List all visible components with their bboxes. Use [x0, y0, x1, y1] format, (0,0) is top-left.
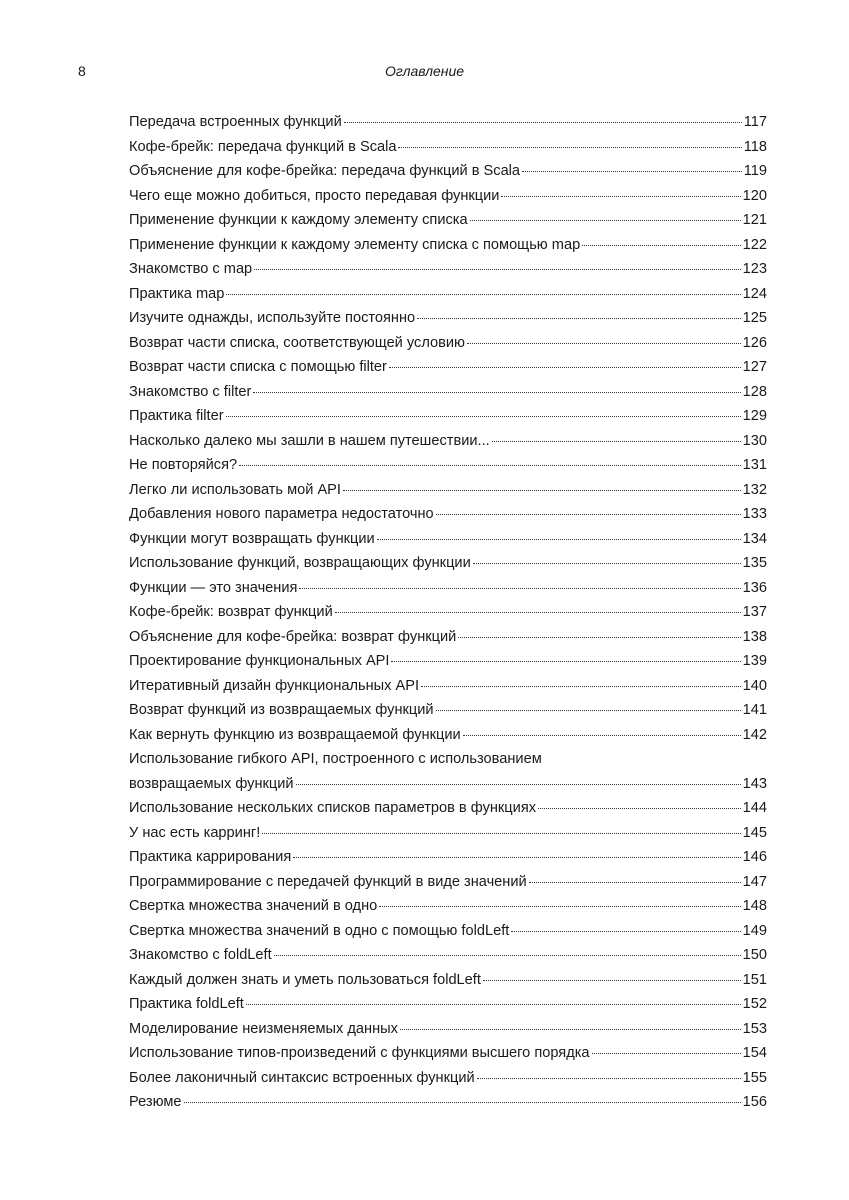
toc-entry-page: 148 — [742, 898, 767, 914]
toc-entry[interactable] — [129, 429, 767, 454]
toc-entry-page: 147 — [742, 873, 767, 890]
toc-entry-page: 152 — [742, 996, 767, 1012]
toc-entry-page: 155 — [742, 1069, 767, 1086]
toc-entry-title: Возврат части списка с помощью filter — [129, 359, 387, 375]
toc-entry[interactable] — [129, 233, 767, 258]
toc-entry[interactable] — [129, 698, 767, 723]
toc-entry[interactable] — [129, 870, 767, 895]
toc-entry-page: 138 — [742, 628, 767, 645]
toc-entry-page: 149 — [742, 922, 767, 939]
toc-entry-title: Итеративный дизайн функциональных API — [129, 677, 420, 694]
dot-leader — [511, 931, 740, 932]
toc-entry[interactable] — [129, 159, 767, 184]
toc-entry[interactable] — [129, 796, 767, 821]
toc-entry[interactable] — [129, 282, 767, 307]
toc-entry-page: 139 — [742, 653, 767, 669]
dot-leader — [389, 367, 741, 368]
toc-entry-title: Функции могут возвращать функции — [129, 530, 375, 547]
toc-entry-page: 126 — [742, 334, 767, 351]
toc-entry[interactable] — [129, 331, 767, 356]
toc-entry-page: 132 — [742, 481, 767, 498]
toc-entry-page: 117 — [743, 114, 767, 130]
toc-entry-title: Кофе-брейк: передача функций в Scala — [129, 138, 397, 155]
toc-entry-page: 125 — [742, 310, 767, 326]
toc-entry[interactable] — [129, 649, 767, 674]
toc-entry[interactable] — [129, 968, 767, 993]
toc-entry-page: 135 — [742, 555, 767, 571]
dot-leader — [483, 980, 741, 981]
toc-entry-title: Практика map — [129, 285, 225, 302]
toc-entry-page: 153 — [742, 1020, 767, 1037]
dot-leader — [522, 171, 742, 172]
toc-entry[interactable] — [129, 943, 767, 968]
dot-leader — [529, 882, 741, 883]
toc-entry[interactable] — [129, 478, 767, 503]
toc-entry[interactable] — [129, 257, 767, 282]
dot-leader — [463, 735, 741, 736]
page-number: 8 — [78, 63, 86, 79]
toc-entry-page: 119 — [743, 163, 767, 179]
toc-entry[interactable] — [129, 992, 767, 1017]
toc-entry-title: Практика foldLeft — [129, 996, 244, 1012]
toc-entry-page: 134 — [742, 530, 767, 547]
dot-leader — [254, 269, 740, 270]
toc-entry-title: Возврат функций из возвращаемых функций — [129, 702, 434, 718]
toc-entry-title: Использование функций, возвращающих функции — [129, 555, 471, 571]
toc-entry[interactable] — [129, 723, 767, 748]
toc-entry[interactable] — [129, 1066, 767, 1091]
toc-entry-title: Знакомство с foldLeft — [129, 947, 272, 963]
dot-leader — [492, 441, 741, 442]
toc-entry-title: Знакомство с map — [129, 261, 253, 277]
toc-entry-title: Легко ли использовать мой API — [129, 481, 341, 498]
dot-leader — [226, 416, 741, 417]
toc-entry-page: 121 — [742, 212, 767, 228]
dot-leader — [473, 563, 741, 564]
dot-leader — [467, 343, 741, 344]
toc-entry-title: Насколько далеко мы зашли в нашем путешествии... — [129, 432, 490, 449]
toc-entry[interactable] — [129, 845, 767, 870]
dot-leader — [343, 490, 741, 491]
toc-entry-title: Проектирование функциональных API — [129, 653, 390, 669]
toc-entry-page: 140 — [742, 677, 767, 694]
toc-entry[interactable] — [129, 404, 767, 429]
toc-entry-title: Моделирование неизменяемых данных — [129, 1020, 398, 1037]
dot-leader — [262, 833, 740, 834]
dot-leader — [421, 686, 741, 687]
toc-entry-title: Возврат части списка, соответствующей условию — [129, 334, 465, 351]
dot-leader — [335, 612, 741, 613]
toc-entry[interactable] — [129, 135, 767, 160]
toc-entry-title: Программирование с передачей функций в виде значений — [129, 873, 527, 890]
toc-entry[interactable] — [129, 1041, 767, 1066]
dot-leader — [379, 906, 740, 907]
toc-entry[interactable] — [129, 527, 767, 552]
dot-leader — [538, 808, 741, 809]
toc-entry-page: 142 — [742, 726, 767, 743]
dot-leader — [184, 1102, 741, 1103]
toc-entry-title: Знакомство с filter — [129, 383, 252, 400]
dot-leader — [398, 147, 741, 148]
dot-leader — [246, 1004, 741, 1005]
toc-entry-page: 122 — [742, 236, 767, 253]
toc-entry-page: 127 — [742, 359, 767, 375]
toc-entry-title: Практика каррирования — [129, 849, 292, 865]
toc-entry-title: Изучите однажды, используйте постоянно — [129, 310, 416, 326]
toc-entry[interactable] — [129, 502, 767, 527]
toc-entry-page: 136 — [742, 579, 767, 596]
toc-entry-title: Применение функции к каждому элементу списка с помощью map — [129, 236, 581, 253]
dot-leader — [226, 294, 740, 295]
dot-leader — [253, 392, 740, 393]
toc-entry-page: 120 — [742, 187, 767, 204]
toc-entry-page: 131 — [742, 457, 767, 473]
dot-leader — [293, 857, 740, 858]
dot-leader — [458, 637, 740, 638]
toc-entry[interactable] — [129, 380, 767, 405]
toc-entry-page: 137 — [742, 604, 767, 620]
dot-leader — [417, 318, 740, 319]
toc-entry-title: Кофе-брейк: возврат функций — [129, 604, 333, 620]
toc-entry-title: Использование нескольких списков параметров в функциях — [129, 800, 537, 816]
toc-entry-page: 145 — [742, 824, 767, 841]
toc-entry-page: 143 — [742, 775, 767, 792]
toc-entry-title: У нас есть карринг! — [129, 824, 261, 841]
dot-leader — [477, 1078, 741, 1079]
dot-leader — [296, 784, 741, 785]
toc-entry[interactable] — [129, 625, 767, 650]
toc-entry[interactable] — [129, 110, 767, 135]
dot-leader — [592, 1053, 741, 1054]
dot-leader — [377, 539, 741, 540]
toc-entry[interactable] — [129, 453, 767, 478]
toc-entry-page: 124 — [742, 285, 767, 302]
toc-entry-page: 156 — [742, 1094, 767, 1110]
toc-entry[interactable] — [129, 894, 767, 919]
dot-leader — [501, 196, 740, 197]
toc-entry-page: 151 — [742, 971, 767, 988]
toc-entry-title: Чего еще можно добиться, просто передавая функции — [129, 187, 500, 204]
dot-leader — [470, 220, 741, 221]
toc-entry[interactable] — [129, 674, 767, 699]
toc-entry-page: 128 — [742, 383, 767, 400]
toc-entry-title: Использование типов-произведений с функциями высшего порядка — [129, 1045, 590, 1061]
toc-entry[interactable] — [129, 747, 767, 796]
toc-entry-title: Каждый должен знать и уметь пользоваться foldLeft — [129, 971, 481, 988]
toc-entry-page: 118 — [743, 138, 767, 155]
toc-entry-title: Использование гибкого API, построенного с использованием — [129, 751, 542, 767]
dot-leader — [344, 122, 742, 123]
toc-entry[interactable] — [129, 821, 767, 846]
toc-entry[interactable] — [129, 551, 767, 576]
toc-entry-title: Резюме — [129, 1094, 182, 1110]
toc-entry-page: 154 — [742, 1045, 767, 1061]
dot-leader — [436, 514, 741, 515]
toc-entry-page: 146 — [742, 849, 767, 865]
dot-leader — [400, 1029, 741, 1030]
toc-entry-page: 141 — [742, 702, 767, 718]
toc-entry-title-continued: возвращаемых функций — [129, 775, 294, 792]
toc-entry-title: Передача встроенных функций — [129, 114, 342, 130]
toc-entry-page: 129 — [742, 408, 767, 424]
toc-entry-title: Объяснение для кофе-брейка: передача функций в Scala — [129, 163, 521, 179]
dot-leader — [239, 465, 741, 466]
running-title: Оглавление — [384, 63, 465, 79]
toc-entry-title: Как вернуть функцию из возвращаемой функции — [129, 726, 461, 743]
toc-entry-page: 150 — [742, 947, 767, 963]
toc-entry[interactable] — [129, 208, 767, 233]
toc-entry[interactable] — [129, 600, 767, 625]
toc-entry-title: Функции — это значения — [129, 579, 298, 596]
toc-entry[interactable] — [129, 306, 767, 331]
toc-entry-title: Более лаконичный синтаксис встроенных функций — [129, 1069, 475, 1086]
table-of-contents — [129, 110, 767, 1115]
dot-leader — [391, 661, 740, 662]
dot-leader — [582, 245, 740, 246]
toc-entry-title: Добавления нового параметра недостаточно — [129, 506, 434, 522]
toc-entry[interactable] — [129, 184, 767, 209]
toc-entry-title: Объяснение для кофе-брейка: возврат функций — [129, 628, 457, 645]
dot-leader — [274, 955, 741, 956]
dot-leader — [299, 588, 740, 589]
toc-entry-title: Свертка множества значений в одно — [129, 898, 378, 914]
toc-entry-page: 130 — [742, 432, 767, 449]
toc-entry-title: Практика filter — [129, 408, 224, 424]
toc-entry-title: Применение функции к каждому элементу списка — [129, 212, 468, 228]
toc-entry-page: 144 — [742, 800, 767, 816]
toc-entry[interactable] — [129, 919, 767, 944]
dot-leader — [436, 710, 741, 711]
toc-entry-title: Не повторяйся? — [129, 457, 238, 473]
toc-entry[interactable] — [129, 355, 767, 380]
toc-entry-page: 133 — [742, 506, 767, 522]
toc-entry[interactable] — [129, 576, 767, 601]
toc-entry[interactable] — [129, 1090, 767, 1115]
toc-entry-title: Свертка множества значений в одно с помощью foldLeft — [129, 922, 510, 939]
toc-entry[interactable] — [129, 1017, 767, 1042]
toc-entry-page: 123 — [742, 261, 767, 277]
